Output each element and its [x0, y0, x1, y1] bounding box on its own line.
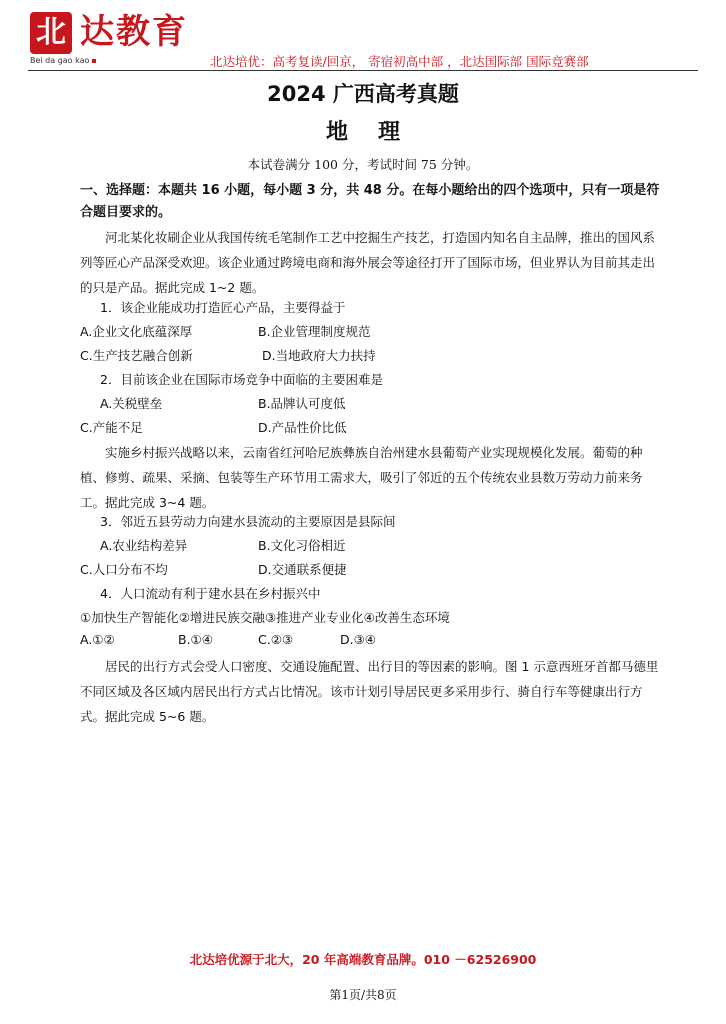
footer-advert: 北达培优源于北大，20 年高端教育品牌。010 －62526900: [189, 952, 537, 967]
passage-2: 实施乡村振兴战略以来，云南省红河哈尼族彝族自治州建水县葡萄产业实现规模化发展。葡萄的种植、修剪、疏果、采摘、包装等生产环节用工需求大，吸引了邻近的五个传统农业县数万劳动力前来务工。据此完成 3~4 题。: [80, 445, 643, 510]
logo-pinyin: Bei da gao kao: [30, 56, 96, 65]
q3-option-a: A.农业结构差异: [100, 538, 188, 553]
q2-option-d: D.产品性价比低: [258, 420, 347, 435]
q4-option-b: B.①④: [178, 632, 213, 647]
question-4-items: ①加快生产智能化②增进民族交融③推进产业专业化④改善生态环境: [80, 610, 450, 625]
q2-option-c: C.产能不足: [80, 420, 143, 435]
q1-option-b: B.企业管理制度规范: [258, 324, 371, 339]
question-2-stem: 2．目前该企业在国际市场竞争中面临的主要困难是: [100, 372, 383, 387]
passage-1: 河北某化妆刷企业从我国传统毛笔制作工艺中挖掘生产技艺，打造国内知名自主品牌，推出的国风系列等匠心产品深受欢迎。该企业通过跨境电商和海外展会等途径打开了国际市场，但业界认为目前其走出的只是产品。据此完成 1~2 题。: [80, 230, 656, 295]
question-1-stem: 1．该企业能成功打造匠心产品，主要得益于: [100, 300, 346, 315]
section-heading: 一、选择题：本题共 16 小题，每小题 3 分，共 48 分。在每小题给出的四个选项中，只有一项是符合题目要求的。: [80, 183, 660, 220]
q2-option-b: B.品牌认可度低: [258, 396, 346, 411]
q1-option-c: C.生产技艺融合创新: [80, 348, 193, 363]
logo-text: 达教育: [80, 12, 188, 52]
page-title: 2024 广西高考真题: [267, 82, 459, 106]
q1-option-d: D.当地政府大力扶持: [262, 348, 376, 363]
q4-option-a: A.①②: [80, 632, 115, 647]
q2-option-a: A.关税壁垒: [100, 396, 163, 411]
question-4-stem: 4．人口流动有利于建水县在乡村振兴中: [100, 586, 321, 601]
header-divider: [28, 70, 698, 71]
exam-meta: 本试卷满分 100 分，考试时间 75 分钟。: [247, 157, 479, 172]
q4-option-d: D.③④: [340, 632, 377, 647]
logo-mark: 北: [30, 12, 72, 54]
q3-option-c: C.人口分布不均: [80, 562, 168, 577]
passage-3: 居民的出行方式会受人口密度、交通设施配置、出行目的等因素的影响。图 1 示意西班牙首都马德里不同区域及各区域内居民出行方式占比情况。该市计划引导居民更多采用步行、骑自行车等健康出行方式。据此完成 5~6 题。: [80, 659, 659, 724]
q4-option-c: C.②③: [258, 632, 294, 647]
q3-option-b: B.文化习俗相近: [258, 538, 346, 553]
q1-option-a: A.企业文化底蕴深厚: [80, 324, 193, 339]
page-number: 第1页/共8页: [329, 988, 397, 1002]
question-3-stem: 3．邻近五县劳动力向建水县流动的主要原因是县际间: [100, 514, 396, 529]
subject-title: 地理: [325, 119, 430, 145]
logo-dot-icon: [92, 59, 96, 63]
q3-option-d: D.交通联系便捷: [258, 562, 347, 577]
header-promo-links: 北达培优：高考复读/回京， 寄宿初高中部 ，北达国际部 国际竞赛部: [210, 54, 589, 69]
